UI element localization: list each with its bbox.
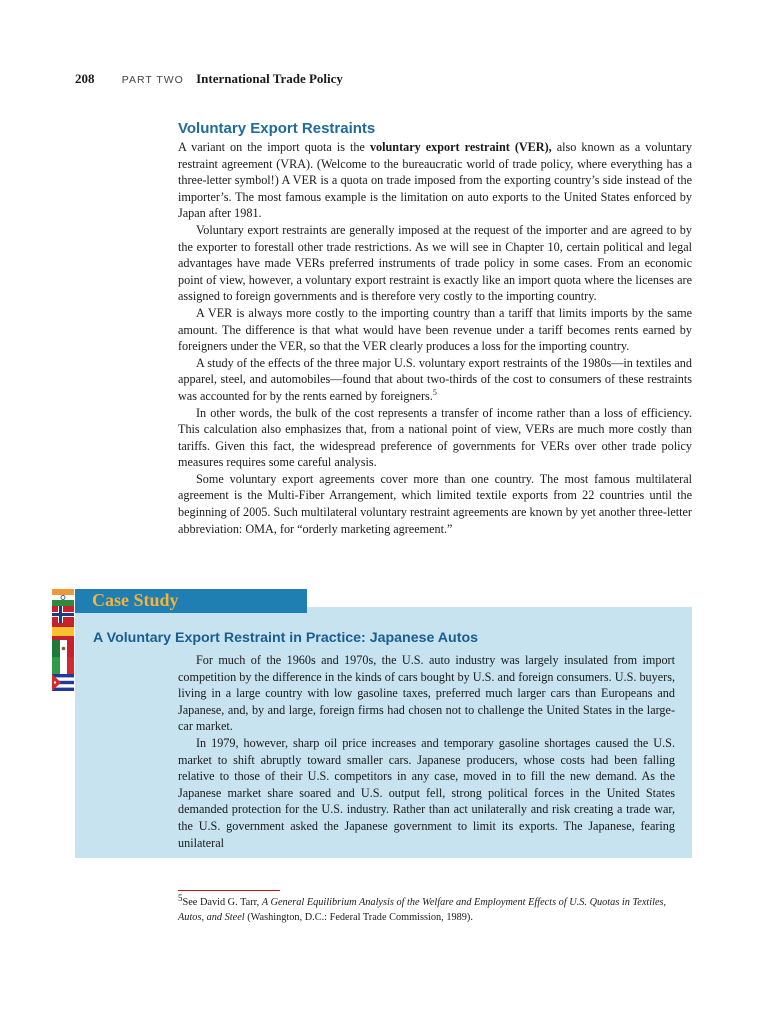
india-flag-icon: [52, 589, 74, 606]
italy-flag-icon: [52, 657, 74, 674]
running-head: [75, 71, 343, 87]
paragraph-1: A variant on the import quota is the voluntary export restraint (VER), also known as a voluntary restraint agreement (VRA). (Welcome to the bureaucratic world of trade policy, where everything has a three-letter symbol!) A VER is a quota on trade imposed from the exporting country’s side instead of the importer’s. The most famous example is the limitation on auto exports to the United States enforced by Japan after 1981.: [178, 140, 692, 221]
case-study-title: A Voluntary Export Restraint in Practice: Japanese Autos: [93, 630, 479, 646]
key-term: voluntary export restraint (VER),: [369, 140, 552, 154]
footnote-marker: 5: [178, 893, 183, 903]
paragraph-4: A study of the effects of the three major U.S. voluntary export restraints of the 1980s—in textiles and apparel, steel, and automobiles—found that about two-thirds of the cost to consumers of these restraints was accounted for by the rents earned by foreigners.$^5$: [178, 355, 692, 403]
flag-strip: [52, 589, 74, 691]
section-heading: Voluntary Export Restraints: [178, 120, 376, 137]
part-label: PART TWO: [121, 74, 184, 86]
paragraph-6: Some voluntary export agreements cover more than one country. The most famous multilateral agreement is the Multi-Fiber Arrangement, which limited textile exports from 22 countries until the beginning of 2005. Such multilateral voluntary restraint agreements are known by yet another three-letter abbreviation: OMA, for “orderly marketing agreement.”: [178, 471, 692, 536]
norway-flag-icon: [52, 606, 74, 623]
cuba-flag-icon: [52, 674, 74, 691]
paragraph-3: A VER is always more costly to the importing country than a tariff that limits imports by the same amount. The difference is that what would have been revenue under a tariff becomes rents earned by foreigners under the VER, so that the VER clearly produces a loss for the importing country.: [178, 305, 692, 354]
part-title: International Trade Policy: [196, 71, 343, 86]
spain-flag-icon: [52, 623, 74, 640]
case-paragraph-2: In 1979, however, sharp oil price increases and temporary gasoline shortages caused the U.S. market to shift abruptly toward smaller cars. Japanese producers, whose costs had been falling relative to those of their U.S. competitors in any case, moved in to fill the new demand. As the Japanese market share soared and U.S. output fell, strong political forces in the United States demanded protection for the U.S. industry. Rather than act unilaterally and risk creating a trade war, the U.S. government asked the Japanese government to limit its exports. The Japanese, fearing unilateral: [178, 735, 675, 850]
section-body: [178, 139, 692, 537]
footnote-reference[interactable]: 5: [432, 387, 437, 397]
case-study-body: [178, 652, 675, 851]
mexico-flag-icon: [52, 640, 74, 657]
page-number: 208: [75, 71, 95, 86]
footnote: 5See David G. Tarr, A General Equilibrium Analysis of the Welfare and Employment Effects of U.S. Quotas in Textiles, Autos, and Steel (Washington, D.C.: Federal Trade Commission, 1989).: [178, 893, 667, 923]
paragraph-5: In other words, the bulk of the cost represents a transfer of income rather than a loss of efficiency. This calculation also emphasizes that, from a national point of view, VERs are much more costly than tariffs. Given this fact, the widespread preference of governments for VERs over other trade policy measures requires some careful analysis.: [178, 405, 692, 470]
case-study-label: Case Study: [92, 590, 179, 610]
paragraph-2: Voluntary export restraints are generally imposed at the request of the importer and are agreed to by the exporter to forestall other trade restrictions. As we will see in Chapter 10, certain political and legal advantages have made VERs preferred instruments of trade policy in some cases. From an economic point of view, however, a voluntary export restraint is exactly like an import quota where the licenses are assigned to foreign governments and is therefore very costly to the importing country.: [178, 222, 692, 304]
footnote-rule: [178, 890, 280, 891]
case-study-tab: [75, 589, 307, 613]
case-paragraph-1: For much of the 1960s and 1970s, the U.S. auto industry was largely insulated from import competition by the difference in the kinds of cars bought by U.S. and foreign consumers. U.S. buyers, living in a large country with low gasoline taxes, preferred much larger cars than Europeans and Japanese, and, by and large, foreign firms had chosen not to challenge the United States in the large-car market.: [178, 653, 675, 734]
footnote-citation-title: A General Equilibrium Analysis of the Welfare and Employment Effects of U.S. Quotas in Textiles, Autos, and Steel: [178, 897, 667, 923]
